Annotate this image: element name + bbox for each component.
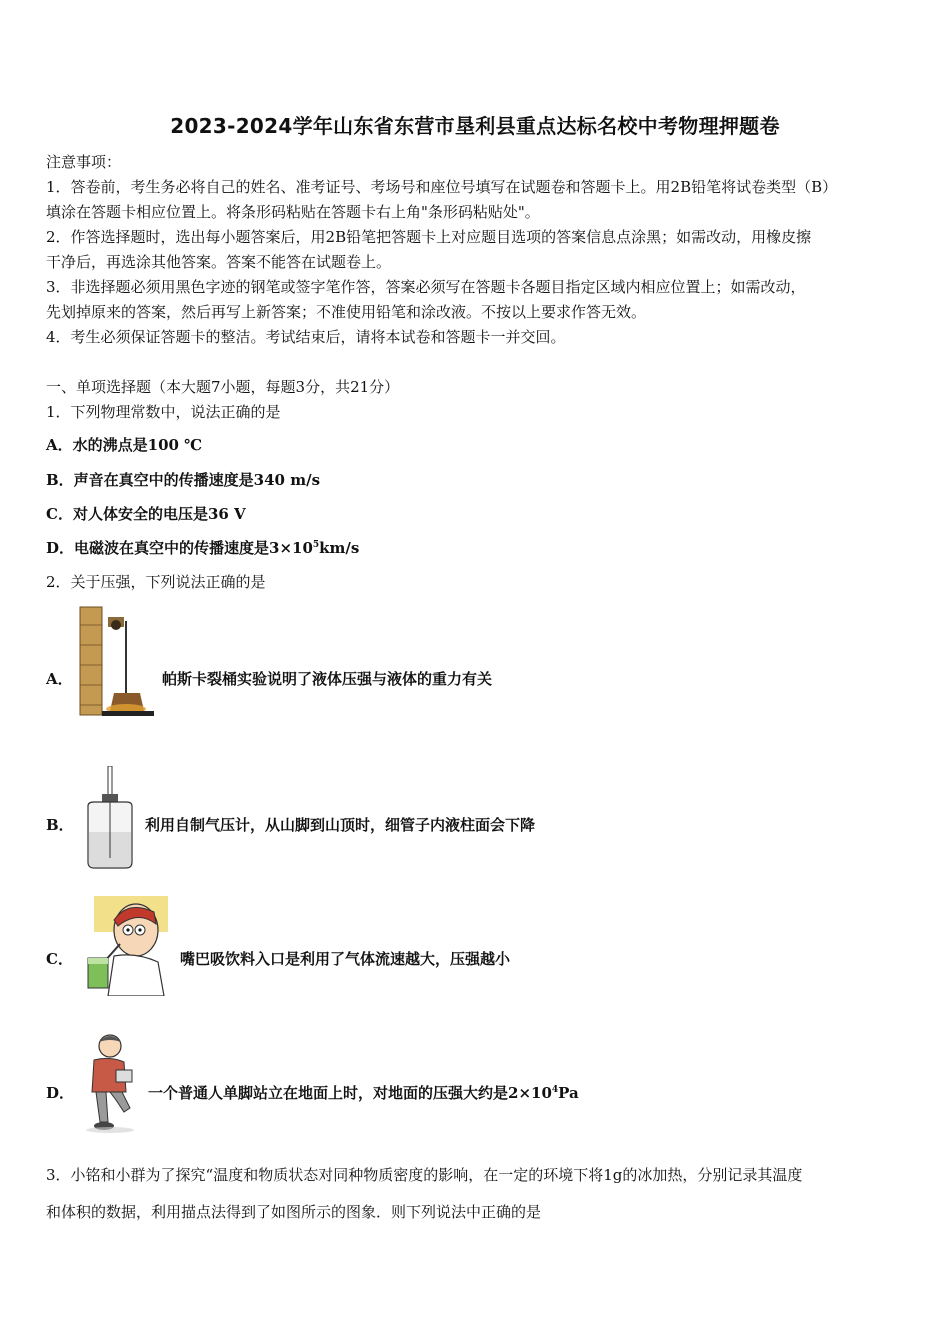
notice-line-1: 1．答卷前，考生务必将自己的姓名、准考证号、考场号和座位号填写在试题卷和答题卡上。用2B铅笔将试卷类型（B） <box>46 178 838 196</box>
pascal-barrel-figure <box>78 605 154 717</box>
q1-option-a: A．水的沸点是100 ℃ <box>46 436 203 454</box>
q1-option-d-text: D．电磁波在真空中的传播速度是3×10 <box>46 539 313 557</box>
q1-option-d-unit: km/s <box>319 539 360 557</box>
q1-option-c: C．对人体安全的电压是36 V <box>46 505 246 523</box>
notice-line-6: 先划掉原来的答案，然后再写上新答案；不准使用铅笔和涂改液。不按以上要求作答无效。 <box>46 303 647 321</box>
q1-option-d-exponent: 5 <box>312 540 320 550</box>
notice-line-7: 4．考生必须保证答题卡的整洁。考试结束后，请将本试卷和答题卡一并交回。 <box>46 328 566 346</box>
page-title: 2023-2024学年山东省东营市垦利县重点达标名校中考物理押题卷 <box>170 114 780 138</box>
one-foot-person-figure <box>80 1030 144 1134</box>
q2-option-c-text: 嘴巴吸饮料入口是利用了气体流速越大，压强越小 <box>180 950 511 968</box>
q2-option-b-letter: B． <box>46 816 74 834</box>
q2-option-a-text: 帕斯卡裂桶实验说明了液体压强与液体的重力有关 <box>162 670 493 688</box>
notice-line-4: 干净后，再选涂其他答案。答案不能答在试题卷上。 <box>46 253 392 271</box>
q1-stem: 1．下列物理常数中，说法正确的是 <box>46 403 281 421</box>
notice-heading: 注意事项： <box>46 153 122 171</box>
q2-option-a-letter: A． <box>46 670 73 688</box>
q2-option-c-letter: C． <box>46 950 73 968</box>
q3-line-1: 3．小铭和小群为了探究“温度和物质状态对同种物质密度的影响，在一定的环境下将1g的冰加热，分别记录其温度 <box>46 1166 803 1184</box>
straw-drinking-figure <box>78 896 170 996</box>
notice-line-2: 填涂在答题卡相应位置上。将条形码粘贴在答题卡右上角"条形码粘贴处"。 <box>46 203 540 221</box>
section-heading: 一、单项选择题（本大题7小题，每题3分，共21分） <box>46 378 400 396</box>
q1-option-b: B．声音在真空中的传播速度是340 m/s <box>46 471 321 489</box>
q2-option-d-text <box>148 1082 579 1103</box>
notice-line-5: 3．非选择题必须用黑色字迹的钢笔或签字笔作答，答案必须写在答题卡各题目指定区域内相应位置上；如需改动， <box>46 278 806 296</box>
barometer-figure <box>84 766 136 872</box>
q2-option-b-text: 利用自制气压计，从山脚到山顶时，细管子内液柱面会下降 <box>145 816 536 834</box>
q2-option-d-exponent: 4 <box>551 1085 559 1095</box>
q2-option-d-letter: D． <box>46 1084 75 1102</box>
q1-option-d <box>46 538 359 558</box>
q2-stem: 2．关于压强，下列说法正确的是 <box>46 573 266 591</box>
notice-line-3: 2．作答选择题时，选出每小题答案后，用2B铅笔把答题卡上对应题目选项的答案信息点涂黑；如需改动，用橡皮擦 <box>46 228 812 246</box>
q2-option-d-main: 一个普通人单脚站立在地面上时，对地面的压强大约是2×10 <box>148 1084 552 1102</box>
q2-option-d-unit: Pa <box>558 1084 579 1102</box>
q3-line-2: 和体积的数据，利用描点法得到了如图所示的图象．则下列说法中正确的是 <box>46 1203 542 1221</box>
